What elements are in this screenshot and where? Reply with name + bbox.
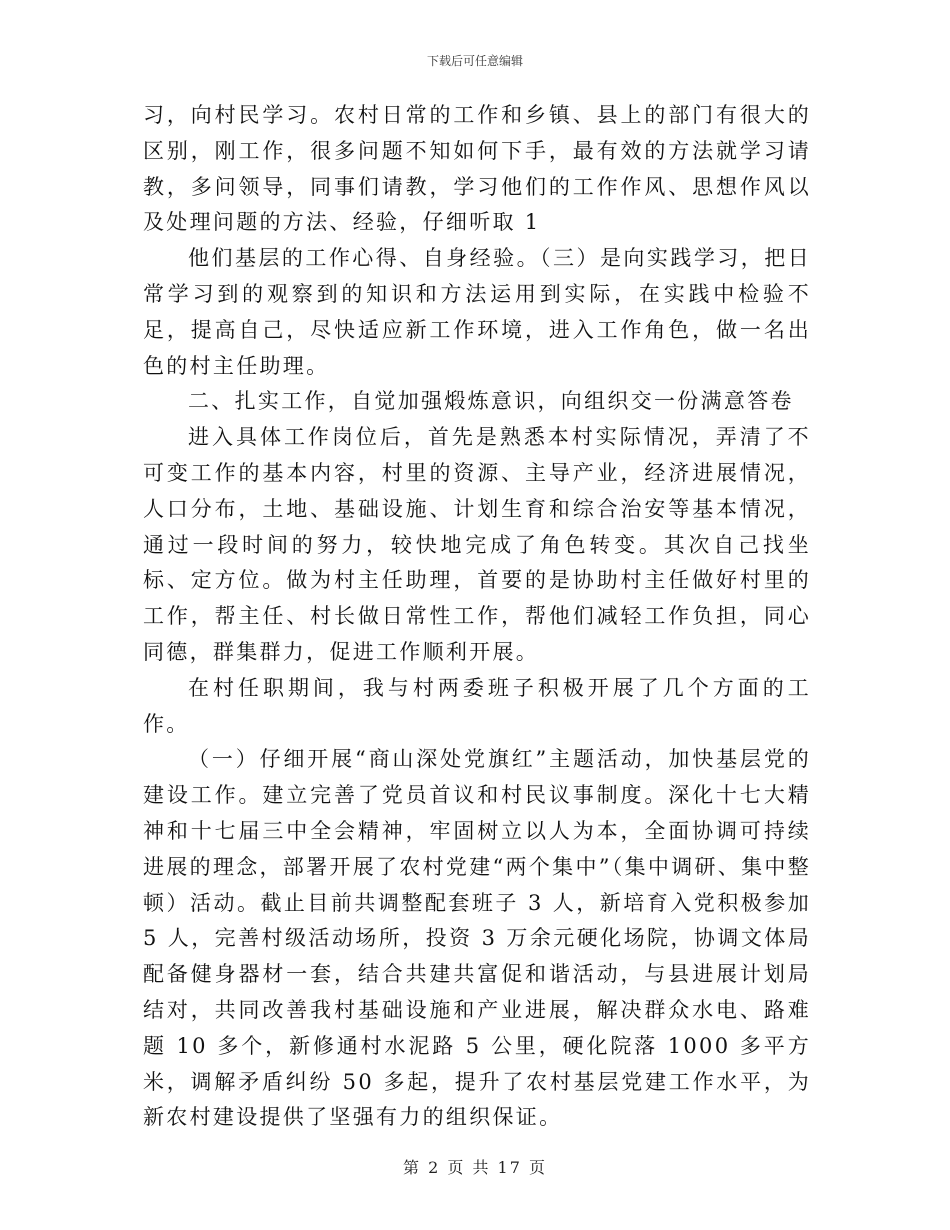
paragraph-practice-learning: 他们基层的工作心得、自身经验。（三）是向实践学习，把日常学习到的观察到的知识和方法运用到实际，在实践中检验不足，提高自己，尽快适应新工作环境，进入工作角色，做一名出色的村主任助理。	[143, 246, 811, 378]
section-heading-two: 二、扎实工作，自觉加强煅炼意识，向组织交一份满意答卷	[188, 389, 794, 414]
page-header: 下载后可任意编辑	[426, 54, 523, 68]
page-number-footer: 第 2 页 共 17 页	[403, 1158, 547, 1177]
paragraph-continuation: 习，向村民学习。农村日常的工作和乡镇、县上的部门有很大的区别，刚工作，很多问题不知如何下手，最有效的方法就学习请教，多问领导，同事们请教，学习他们的工作作风、思想作风以及处理问题的方法、经验，仔细听取 1	[143, 103, 811, 235]
paragraph-party-building: （一）仔细开展“商山深处党旗红”主题活动，加快基层党的建设工作。建立完善了党员首议和村民议事制度。深化十七大精神和十七届三中全会精神，牢固树立以人为本，全面协调可持续进展的理念，部署开展了农村党建“两个集中”（集中调研、集中整顿）活动。截止目前共调整配套班子 3 人，新培育入党积极参加 5 人，完善村级活动场所，投资 3 万余元硬化场院，协调文体局配备健身器材一套，结合共建共富促和谐活动，与县进展计划局结对，共同改善我村基础设施和产业进展，解决群众水电、路难题 10 多个，新修通村水泥路 5 公里，硬化院落 1000 多平方米，调解矛盾纠纷 50 多起，提升了农村基层党建工作水平，为新农村建设提供了坚强有力的组织保证。	[143, 747, 811, 1130]
document-body	[143, 98, 811, 1136]
paragraph-work-overview: 在村任职期间，我与村两委班子积极开展了几个方面的工作。	[143, 675, 811, 736]
paragraph-work-role: 进入具体工作岗位后，首先是熟悉本村实际情况，弄清了不可变工作的基本内容，村里的资源、主导产业，经济进展情况，人口分布，土地、基础设施、计划生育和综合治安等基本情况，通过一段时间的努力，较快地完成了角色转变。其次自己找坐标、定方位。做为村主任助理，首要的是协助村主任做好村里的工作，帮主任、村长做日常性工作，帮他们减轻工作负担，同心同德，群集群力，促进工作顺利开展。	[143, 425, 811, 664]
